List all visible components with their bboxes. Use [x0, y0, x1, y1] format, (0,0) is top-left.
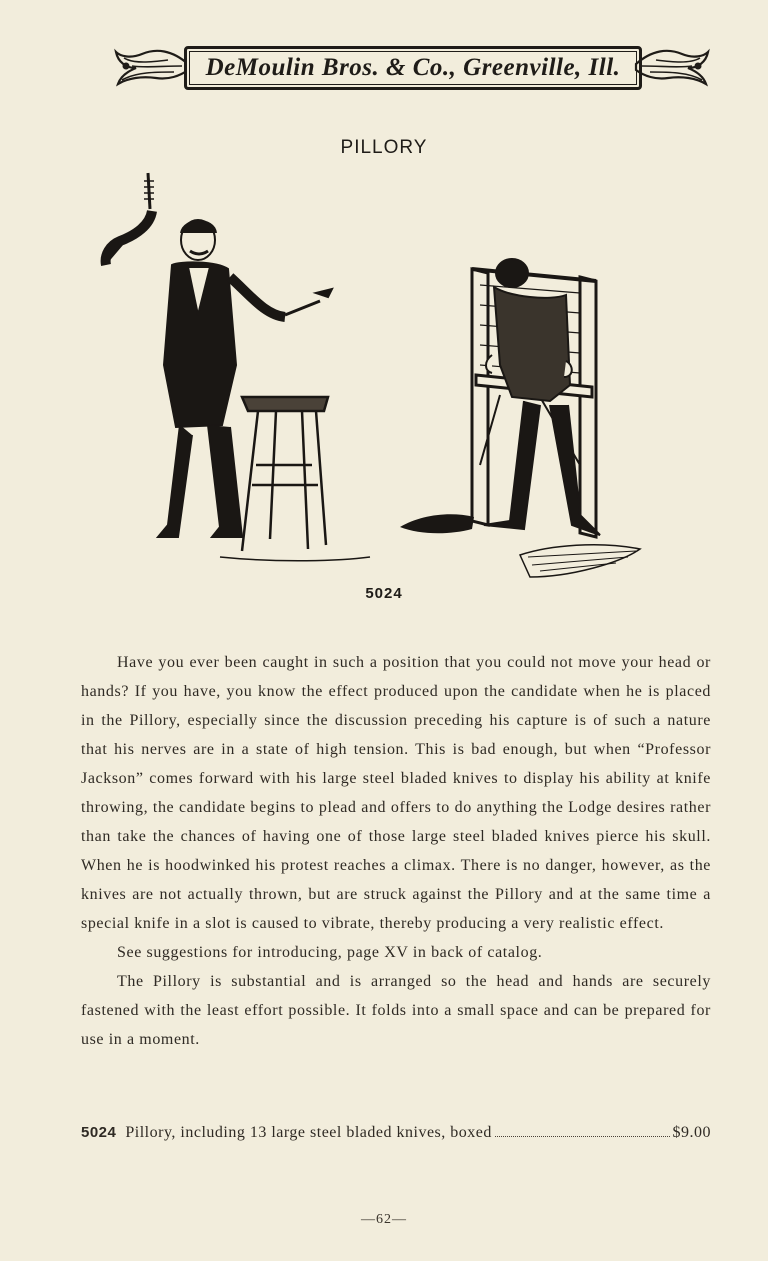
scroll-ornament-right-icon: [634, 42, 712, 90]
price-item-price: $9.00: [672, 1124, 711, 1141]
price-item-number: 5024: [81, 1124, 117, 1141]
price-item-description: Pillory, including 13 large steel bladed knives, boxed: [125, 1124, 492, 1141]
description-paragraph: See suggestions for introducing, page XV in back of catalog.: [117, 944, 543, 961]
scroll-ornament-left-icon: [112, 42, 190, 90]
pillory-illustration: [80, 165, 700, 585]
price-line: [81, 1124, 711, 1142]
description-paragraph: The Pillory is substantial and is arranged so the head and hands are securely fastened with the least effort possible. It folds into a small space and can be prepared for use in a moment.: [81, 973, 711, 1048]
illustration-catalog-number: 5024: [365, 585, 403, 602]
banner-text: DeMoulin Bros. & Co., Greenville, Ill.: [205, 54, 621, 81]
page-title: PILLORY: [340, 137, 428, 158]
description-paragraph: Have you ever been caught in such a position that you could not move your head or hands? If you have, you know the effect produced upon the candidate when he is placed in the Pillory, especially since the discussion preceding his capture is of such a nature that his nerves are in a state of high tension. This is bad enough, but when “Professor Jackson” comes forward with his large steel bladed knives to display his ability at knife throwing, the candidate begins to plead and offers to do anything the Lodge desires rather than take the chances of having one of those large steel bladed knives pierce his skull. When he is hoodwinked his protest reaches a climax. There is no danger, however, as the knives are not actually thrown, but are struck against the Pillory and at the same time a special knife in a slot is caused to vibrate, thereby producing a very realistic effect.: [81, 654, 711, 932]
leader-dots: [495, 1135, 670, 1137]
header-banner: [112, 42, 712, 90]
stool: [220, 397, 370, 561]
knife-thrower-figure: [106, 173, 332, 537]
page-number: —62—: [361, 1212, 407, 1227]
description-text: [81, 648, 711, 1054]
